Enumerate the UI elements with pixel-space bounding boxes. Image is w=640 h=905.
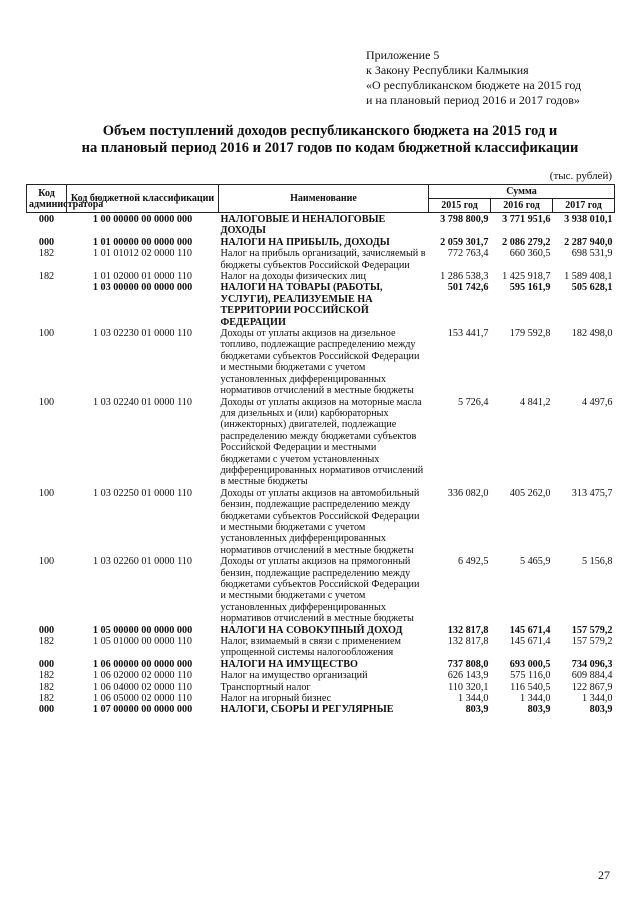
cell-2017: 313 475,7: [571, 487, 613, 499]
cell-admin: 000: [38, 214, 55, 225]
cell-admin: 182: [38, 636, 55, 648]
appendix-header: [366, 48, 581, 108]
cell-2016: 1 344,0: [519, 693, 551, 705]
cell-2016: 405 262,0: [509, 487, 551, 499]
cell-name: Налог на игорный бизнес: [220, 693, 332, 705]
cell-admin: 000: [38, 704, 55, 716]
cell-2017: 157 579,2: [571, 636, 613, 648]
table-row: [27, 237, 615, 248]
cell-2016: 595 161,9: [509, 282, 551, 294]
cell-2015: 153 441,7: [447, 328, 489, 340]
document-title: [40, 123, 620, 157]
cell-admin: 000: [38, 624, 55, 636]
cell-admin: 100: [38, 487, 55, 499]
cell-2015: 110 320,1: [448, 681, 489, 693]
cell-code: 1 01 02000 01 0000 110: [93, 271, 192, 283]
cell-2015: 336 082,0: [447, 487, 489, 499]
cell-2017: 609 884,4: [571, 670, 613, 682]
cell-admin: 182: [38, 271, 55, 283]
cell-code: 1 00 00000 00 0000 000: [92, 214, 193, 225]
cell-code: 1 03 02250 01 0000 110: [93, 487, 192, 499]
cell-2017: 1 344,0: [581, 693, 613, 705]
table-row: [27, 397, 615, 488]
cell-2017: 505 628,1: [571, 282, 613, 294]
cell-2015: 132 817,8: [447, 624, 489, 636]
cell-code: 1 05 01000 00 0000 110: [93, 636, 192, 648]
cell-2015: 501 742,6: [447, 282, 489, 294]
page-number: 27: [598, 868, 610, 882]
cell-2015: 2 059 301,7: [440, 236, 489, 248]
cell-name: Доходы от уплаты акцизов на дизельное топливо, подлежащие распределению между бюджетами субъектов Российской Федерации и местными бюджетами с учетом установленных дифференцированных нормативов отчислений в местные бюджеты: [220, 328, 420, 397]
cell-name: Налог, взимаемый в связи с применением упрощенной системы налогообложения: [220, 636, 401, 659]
cell-2017: 734 096,3: [571, 658, 613, 670]
appendix-line: и на плановый период 2016 и 2017 годов»: [366, 93, 580, 107]
cell-2016: 693 000,5: [509, 658, 551, 670]
cell-admin: 182: [38, 670, 55, 682]
cell-code: 1 01 01012 02 0000 110: [93, 248, 192, 260]
cell-admin: [27, 282, 67, 328]
cell-code: 1 06 05000 02 0000 110: [93, 693, 192, 705]
cell-2016: 803,9: [527, 704, 551, 716]
table-row: [27, 682, 615, 693]
table-row: [27, 625, 615, 636]
cell-2017: 698 531,9: [571, 248, 613, 260]
table-row: [27, 488, 615, 556]
cell-2016: 145 671,4: [509, 624, 551, 636]
revenue-table: [26, 184, 615, 716]
cell-code: 1 05 00000 00 0000 000: [92, 624, 193, 636]
cell-2016: 179 592,8: [509, 328, 551, 340]
cell-admin: 182: [38, 693, 55, 705]
cell-2015: 626 143,9: [447, 670, 489, 682]
appendix-line: к Закону Республики Калмыкия: [366, 63, 529, 77]
cell-code: 1 03 02240 01 0000 110: [93, 396, 192, 408]
header-2017: 2017 год: [553, 199, 615, 213]
cell-2017: 2 287 940,0: [564, 236, 613, 248]
table-row: [27, 282, 615, 328]
cell-name: НАЛОГИ, СБОРЫ И РЕГУЛЯРНЫЕ: [220, 704, 394, 716]
table-body: [27, 213, 615, 716]
title-line: на плановый период 2016 и 2017 годов по кодам бюджетной классификации: [81, 140, 579, 156]
cell-2017: 4 497,6: [581, 396, 613, 408]
cell-2015: 772 763,4: [447, 248, 489, 260]
cell-name: НАЛОГОВЫЕ И НЕНАЛОГОВЫЕ ДОХОДЫ: [220, 214, 386, 237]
cell-name: Налог на прибыль организаций, зачисляемый в бюджеты субъектов Российской Федерации: [220, 248, 426, 271]
cell-2017: 3 938 010,1: [564, 214, 613, 225]
cell-2016: 575 116,0: [510, 670, 551, 682]
cell-2016: 116 540,5: [510, 681, 551, 693]
table-row: [27, 659, 615, 670]
table-row: [27, 636, 615, 659]
cell-name: Транспортный налог: [220, 681, 311, 693]
cell-name: НАЛОГИ НА ИМУЩЕСТВО: [220, 658, 358, 670]
cell-admin: 000: [38, 236, 55, 248]
cell-2015: 3 798 800,9: [440, 214, 489, 225]
cell-name: Доходы от уплаты акцизов на моторные масла для дизельных и (или) карбюраторных (инжекторных) двигателей, подлежащие распределению между бюджетами субъектов Российской Федерации и местными бюджетами с учетом установленных дифференцированных нормативов отчислений в местные бюджеты: [220, 396, 424, 488]
cell-2017: 182 498,0: [571, 328, 613, 340]
table-row: [27, 328, 615, 396]
cell-2015: 132 817,8: [447, 636, 489, 648]
table-row: [27, 704, 615, 715]
table-row: [27, 271, 615, 282]
cell-2016: 3 771 951,6: [502, 214, 551, 225]
cell-2015: 737 808,0: [447, 658, 489, 670]
cell-2015: 6 492,5: [457, 556, 489, 568]
cell-2017: 122 867,9: [571, 681, 613, 693]
header-2016: 2016 год: [491, 199, 553, 213]
cell-2016: 145 671,4: [509, 636, 551, 648]
cell-2017: 803,9: [589, 704, 613, 716]
cell-2016: 660 360,5: [509, 248, 551, 260]
cell-admin: 100: [38, 556, 55, 568]
cell-code: 1 03 00000 00 0000 000: [92, 282, 193, 294]
table-header: [27, 185, 615, 213]
table-row: [27, 670, 615, 681]
appendix-line: «О республиканском бюджете на 2015 год: [366, 78, 582, 92]
table-row: [27, 556, 615, 624]
appendix-line: Приложение 5: [366, 48, 440, 62]
cell-code: 1 07 00000 00 0000 000: [92, 704, 193, 716]
cell-name: НАЛОГИ НА ПРИБЫЛЬ, ДОХОДЫ: [220, 236, 390, 248]
cell-2015: 1 286 538,3: [440, 271, 489, 283]
cell-2016: 1 425 918,7: [502, 271, 551, 283]
units-label: (тыс. рублей): [549, 170, 612, 182]
cell-admin: 182: [38, 681, 55, 693]
cell-code: 1 06 04000 02 0000 110: [93, 681, 192, 693]
cell-2017: 5 156,8: [581, 556, 613, 568]
cell-name: Доходы от уплаты акцизов на прямогонный бензин, подлежащие распределению между бюджетами субъектов Российской Федерации и местными бюджетами с учетом установленных дифференцированных нормативов отчислений в местные бюджеты: [220, 556, 420, 625]
cell-name: Доходы от уплаты акцизов на автомобильный бензин, подлежащие распределению между бюджетами субъектов Российской Федерации и местными бюджетами с учетом установленных дифференцированных нормативов отчислений в местные бюджеты: [220, 487, 420, 556]
cell-name: НАЛОГИ НА СОВОКУПНЫЙ ДОХОД: [220, 624, 403, 636]
header-2015: 2015 год: [429, 199, 491, 213]
cell-2015: 803,9: [465, 704, 489, 716]
header-code: Код бюджетной классификации: [67, 185, 219, 213]
cell-admin: 100: [38, 396, 55, 408]
cell-2016: 2 086 279,2: [502, 236, 551, 248]
cell-code: 1 03 02230 01 0000 110: [93, 328, 192, 340]
table-row: [27, 248, 615, 271]
cell-2017: 1 589 408,1: [564, 271, 613, 283]
cell-name: НАЛОГИ НА ТОВАРЫ (РАБОТЫ, УСЛУГИ), РЕАЛИЗУЕМЫЕ НА ТЕРРИТОРИИ РОССИЙСКОЙ ФЕДЕРАЦИИ: [220, 282, 383, 328]
cell-code: 1 01 00000 00 0000 000: [92, 236, 193, 248]
cell-2016: 4 841,2: [519, 396, 551, 408]
header-sum: Сумма: [429, 185, 615, 199]
cell-code: 1 06 00000 00 0000 000: [92, 658, 193, 670]
header-name: Наименование: [219, 185, 429, 213]
cell-admin: 182: [38, 248, 55, 260]
cell-name: Налог на имущество организаций: [220, 670, 368, 682]
cell-code: 1 03 02260 01 0000 110: [93, 556, 192, 568]
cell-2015: 5 726,4: [457, 396, 489, 408]
cell-name: Налог на доходы физических лиц: [220, 271, 366, 283]
table-row: [27, 693, 615, 704]
table-row: [27, 213, 615, 237]
cell-2015: 1 344,0: [457, 693, 489, 705]
cell-2017: 157 579,2: [571, 624, 613, 636]
cell-admin: 100: [38, 328, 55, 340]
cell-code: 1 06 02000 02 0000 110: [93, 670, 192, 682]
header-admin: Код администратора: [27, 185, 67, 213]
title-line: Объем поступлений доходов республиканского бюджета на 2015 год и: [102, 123, 558, 139]
cell-admin: 000: [38, 658, 55, 670]
cell-2016: 5 465,9: [519, 556, 551, 568]
